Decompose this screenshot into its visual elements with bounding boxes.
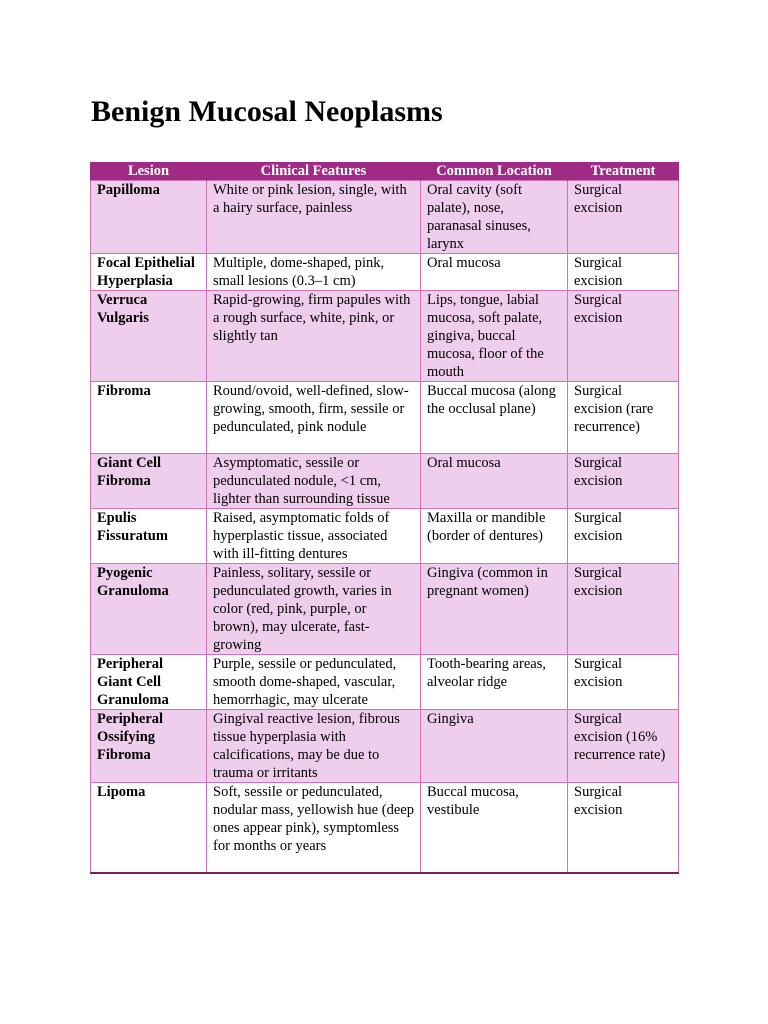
lesion-cell: Fibroma bbox=[91, 382, 207, 454]
lesion-cell: Peripheral Ossifying Fibroma bbox=[91, 710, 207, 783]
header-common-location: Common Location bbox=[421, 162, 568, 181]
features-cell: Gingival reactive lesion, fibrous tissue hyperplasia with calcifications, may be due to trauma or irritants bbox=[207, 710, 421, 783]
treatment-cell: Surgical excision bbox=[568, 509, 679, 564]
features-cell: Raised, asymptomatic folds of hyperplastic tissue, associated with ill-fitting dentures bbox=[207, 509, 421, 564]
treatment-cell: Surgical excision bbox=[568, 291, 679, 382]
treatment-cell: Surgical excision bbox=[568, 454, 679, 509]
lesion-cell: Pyogenic Granuloma bbox=[91, 564, 207, 655]
table-row bbox=[91, 291, 679, 382]
features-cell: Painless, solitary, sessile or pedunculated growth, varies in color (red, pink, purple, or brown), may ulcerate, fast-growing bbox=[207, 564, 421, 655]
table-header bbox=[91, 162, 679, 181]
treatment-cell: Surgical excision (16% recurrence rate) bbox=[568, 710, 679, 783]
header-clinical-features: Clinical Features bbox=[207, 162, 421, 181]
table-row bbox=[91, 710, 679, 783]
location-cell: Oral cavity (soft palate), nose, paranasal sinuses, larynx bbox=[421, 181, 568, 254]
table-row bbox=[91, 655, 679, 710]
table-row bbox=[91, 783, 679, 873]
features-cell: Asymptomatic, sessile or pedunculated nodule, <1 cm, lighter than surrounding tissue bbox=[207, 454, 421, 509]
location-cell: Buccal mucosa (along the occlusal plane) bbox=[421, 382, 568, 454]
lesion-cell: Peripheral Giant Cell Granuloma bbox=[91, 655, 207, 710]
location-cell: Lips, tongue, labial mucosa, soft palate, gingiva, buccal mucosa, floor of the mouth bbox=[421, 291, 568, 382]
location-cell: Maxilla or mandible (border of dentures) bbox=[421, 509, 568, 564]
table-row bbox=[91, 454, 679, 509]
table-row bbox=[91, 382, 679, 454]
lesion-cell: Lipoma bbox=[91, 783, 207, 873]
features-cell: Soft, sessile or pedunculated, nodular mass, yellowish hue (deep ones appear pink), symptomless for months or years bbox=[207, 783, 421, 873]
location-cell: Gingiva bbox=[421, 710, 568, 783]
header-row bbox=[91, 162, 679, 181]
location-cell: Oral mucosa bbox=[421, 454, 568, 509]
lesion-cell: Papilloma bbox=[91, 181, 207, 254]
treatment-cell: Surgical excision bbox=[568, 254, 679, 291]
location-cell: Tooth-bearing areas, alveolar ridge bbox=[421, 655, 568, 710]
location-cell: Buccal mucosa, vestibule bbox=[421, 783, 568, 873]
lesion-table bbox=[90, 162, 679, 874]
treatment-cell: Surgical excision (rare recurrence) bbox=[568, 382, 679, 454]
location-cell: Oral mucosa bbox=[421, 254, 568, 291]
header-treatment: Treatment bbox=[568, 162, 679, 181]
features-cell: Multiple, dome-shaped, pink, small lesions (0.3–1 cm) bbox=[207, 254, 421, 291]
table-row bbox=[91, 254, 679, 291]
lesion-cell: Epulis Fissuratum bbox=[91, 509, 207, 564]
features-cell: Purple, sessile or pedunculated, smooth dome-shaped, vascular, hemorrhagic, may ulcerate bbox=[207, 655, 421, 710]
table-row bbox=[91, 509, 679, 564]
page-title: Benign Mucosal Neoplasms bbox=[91, 95, 443, 128]
features-cell: Rapid-growing, firm papules with a rough surface, white, pink, or slightly tan bbox=[207, 291, 421, 382]
treatment-cell: Surgical excision bbox=[568, 655, 679, 710]
features-cell: Round/ovoid, well-defined, slow-growing, smooth, firm, sessile or pedunculated, pink nodule bbox=[207, 382, 421, 454]
treatment-cell: Surgical excision bbox=[568, 181, 679, 254]
lesion-cell: Giant Cell Fibroma bbox=[91, 454, 207, 509]
treatment-cell: Surgical excision bbox=[568, 783, 679, 873]
features-cell: White or pink lesion, single, with a hairy surface, painless bbox=[207, 181, 421, 254]
header-lesion: Lesion bbox=[91, 162, 207, 181]
table-body bbox=[91, 181, 679, 873]
location-cell: Gingiva (common in pregnant women) bbox=[421, 564, 568, 655]
table-row bbox=[91, 181, 679, 254]
lesion-cell: Focal Epithelial Hyperplasia bbox=[91, 254, 207, 291]
treatment-cell: Surgical excision bbox=[568, 564, 679, 655]
table-row bbox=[91, 564, 679, 655]
lesion-cell: Verruca Vulgaris bbox=[91, 291, 207, 382]
